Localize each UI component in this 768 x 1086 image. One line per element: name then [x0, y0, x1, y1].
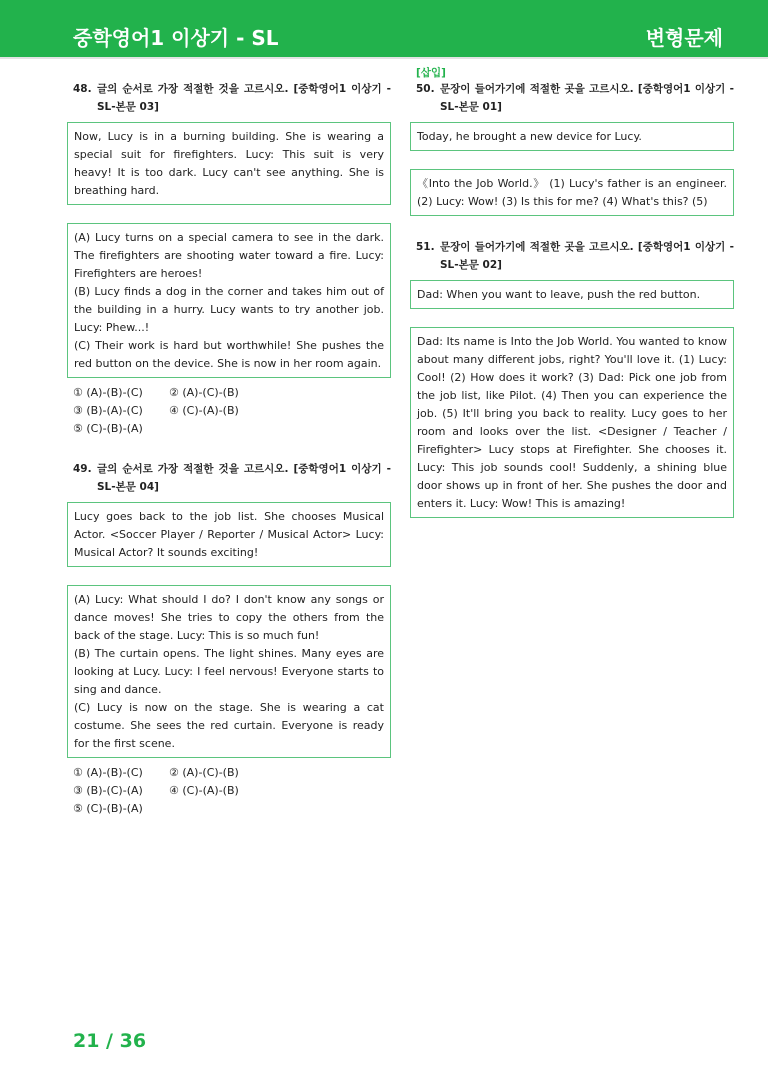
question-50: [410, 66, 734, 216]
passage-part-c: (C) Lucy is now on the stage. She is wearing a cat costume. She sees the red curtain. Everyone is ready for the first scene.: [74, 701, 384, 750]
question-51: [410, 238, 734, 518]
question-prompt: 글의 순서로 가장 적절한 것을 고르시오. [중학영어1 이상기 - SL-본문 03]: [97, 83, 391, 113]
question-number: 48.: [73, 83, 92, 95]
choice-5[interactable]: ⑤ (C)-(B)-(A): [73, 422, 143, 435]
question-header: [67, 460, 391, 496]
question-prompt: 문장이 들어가기에 적절한 곳을 고르시오. [중학영어1 이상기 - SL-본문 02]: [440, 241, 734, 271]
given-text-box: Today, he brought a new device for Lucy.: [410, 122, 734, 151]
question-number: 51.: [416, 241, 435, 253]
question-header: [410, 80, 734, 116]
header-category: 변형문제: [645, 26, 723, 50]
question-header: [67, 80, 391, 116]
choice-1[interactable]: ① (A)-(B)-(C): [73, 386, 143, 399]
question-number: 49.: [73, 463, 92, 475]
passage-part-b: (B) The curtain opens. The light shines. Many eyes are looking at Lucy. Lucy: I feel nervous! Everyone starts to sing and dance.: [74, 647, 384, 696]
question-number: 50.: [416, 83, 435, 95]
given-text-box: Now, Lucy is in a burning building. She is wearing a special suit for firefighters. Lucy: This suit is very heavy! It is too dark. Lucy can't see anything. She is breathing hard.: [67, 122, 391, 205]
answer-choices: [67, 384, 391, 438]
given-text-box: Dad: When you want to leave, push the red button.: [410, 280, 734, 309]
passage-part-c: (C) Their work is hard but worthwhile! She pushes the red button on the device. She is now in her room again.: [74, 339, 384, 370]
right-column: [410, 66, 734, 518]
given-text-box: Lucy goes back to the job list. She chooses Musical Actor. <Soccer Player / Reporter / Musical Actor> Lucy: Musical Actor? It sounds exciting!: [67, 502, 391, 567]
passage-part-a: (A) Lucy turns on a special camera to see in the dark. The firefighters are shooting water toward a fire. Lucy: Firefighters are heroes!: [74, 231, 384, 280]
passage-box: 《Into the Job World.》 (1) Lucy's father is an engineer. (2) Lucy: Wow! (3) Is this for me? (4) What's this? (5): [410, 169, 734, 216]
question-prompt: 글의 순서로 가장 적절한 것을 고르시오. [중학영어1 이상기 - SL-본문 04]: [97, 463, 391, 493]
passage-part-b: (B) Lucy finds a dog in the corner and takes him out of the building in a hurry. Lucy wants to try another job. Lucy: Phew...!: [74, 285, 384, 334]
left-column: [67, 66, 391, 818]
passage-box: [67, 585, 391, 758]
page-number: 21 / 36: [73, 1030, 147, 1052]
choice-1[interactable]: ① (A)-(B)-(C): [73, 766, 143, 779]
passage-part-a: (A) Lucy: What should I do? I don't know any songs or dance moves! She tries to copy the others from the back of the stage. Lucy: This is so much fun!: [74, 593, 384, 642]
passage-box: [67, 223, 391, 378]
choice-5[interactable]: ⑤ (C)-(B)-(A): [73, 802, 143, 815]
question-prompt: 문장이 들어가기에 적절한 곳을 고르시오. [중학영어1 이상기 - SL-본문 01]: [440, 83, 734, 113]
passage-box: Dad: Its name is Into the Job World. You wanted to know about many different jobs, right? You'll love it. (1) Lucy: Cool! (2) How does it work? (3) Dad: Pick one job from the job list, like Pilot. (4) Then you can experience the job. (5) It'll bring you back to reality. Lucy goes to her room and looks over the list. <Designer / Teacher / Firefighter> Lucy stops at Firefighter. She chooses it. Lucy: This job sounds cool! Suddenly, a shining blue door shows up in front of her. She pushes the door and enters it. Lucy: Wow! This is amazing!: [410, 327, 734, 518]
question-header: [410, 238, 734, 274]
answer-choices: [67, 764, 391, 818]
question-49: [67, 460, 391, 818]
choice-4[interactable]: ④ (C)-(A)-(B): [169, 784, 239, 797]
page-header: [0, 0, 768, 57]
choice-4[interactable]: ④ (C)-(A)-(B): [169, 404, 239, 417]
choice-3[interactable]: ③ (B)-(A)-(C): [73, 404, 143, 417]
header-divider: [0, 57, 768, 59]
question-48: [67, 80, 391, 438]
header-title: 중학영어1 이상기 - SL: [73, 26, 279, 50]
choice-2[interactable]: ② (A)-(C)-(B): [169, 386, 239, 399]
choice-2[interactable]: ② (A)-(C)-(B): [169, 766, 239, 779]
question-type-tag: [삽입]: [416, 67, 446, 79]
choice-3[interactable]: ③ (B)-(C)-(A): [73, 784, 143, 797]
